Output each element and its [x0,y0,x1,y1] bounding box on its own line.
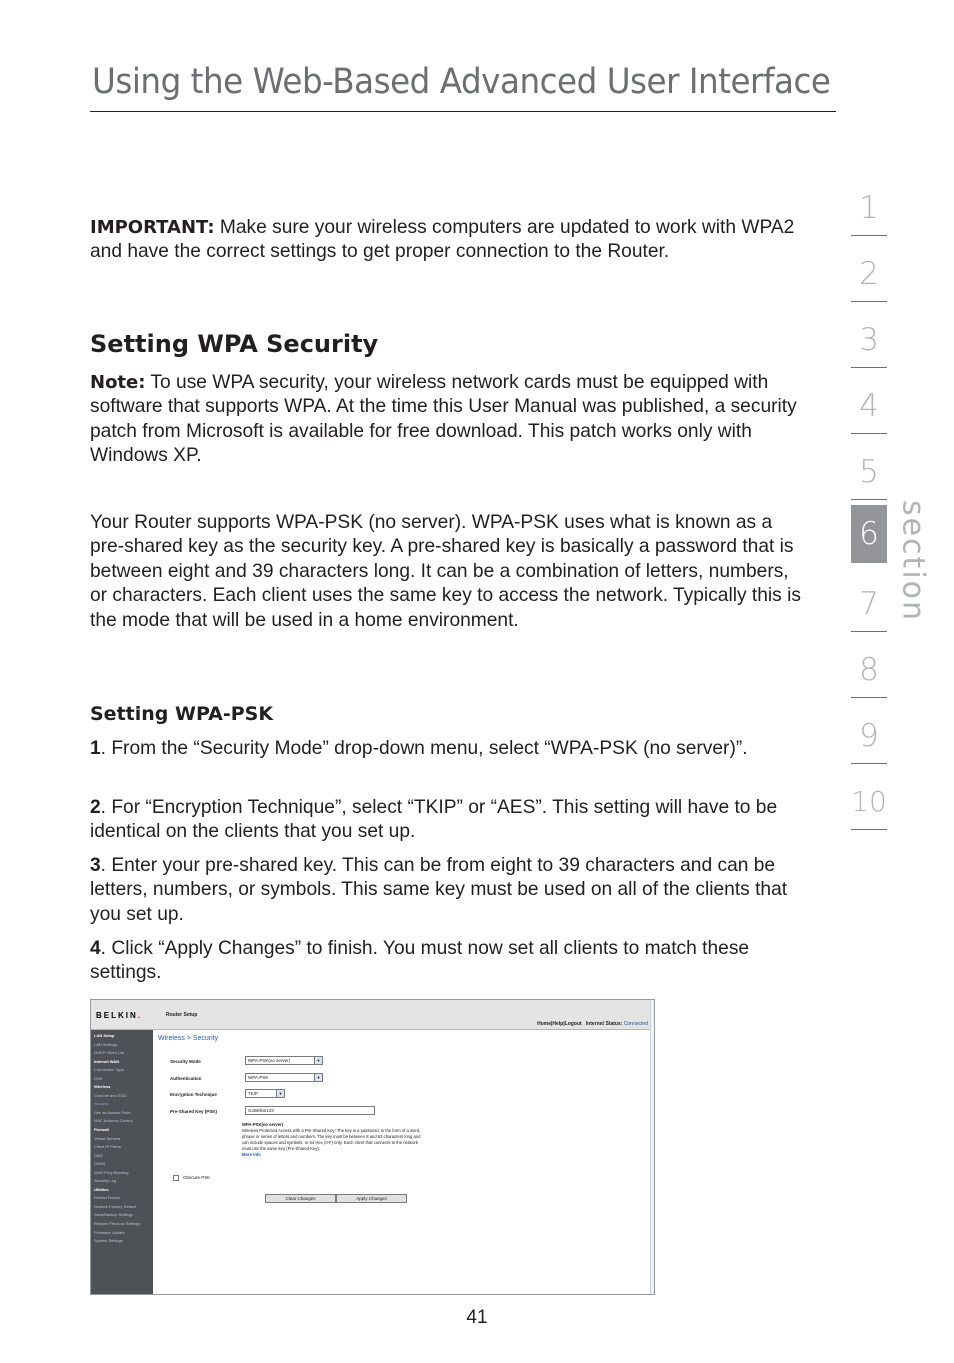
section-tab-9[interactable]: 9 [851,714,887,772]
sidebar-item[interactable]: Restore Previous Settings [94,1221,141,1227]
section-label: section [895,499,931,623]
security-mode-select[interactable]: WPA-PSK(no server) ▼ [245,1056,323,1065]
sidebar-item[interactable]: Restart Router [94,1195,121,1201]
obscure-psk-checkbox[interactable] [173,1175,179,1181]
sidebar-group-label: Firewall [94,1127,109,1133]
sidebar-item[interactable]: DNS [94,1075,103,1081]
description-title: WPA-PSK(no server) [242,1122,284,1127]
step-number: 2 [90,797,101,818]
sidebar-item[interactable]: LAN Settings [94,1041,118,1047]
authentication-label: Authentication [170,1076,202,1081]
psk-input[interactable]: GoBelkin123 [245,1106,375,1115]
step-number: 3 [90,855,101,876]
note-label: Note: [90,372,146,393]
chevron-down-icon: ▼ [276,1090,284,1097]
more-info-link[interactable]: More Info [242,1151,261,1157]
sidebar-item[interactable]: Restore Factory Default [94,1203,137,1209]
important-label: IMPORTANT: [90,217,215,238]
step-text: . Enter your pre-shared key. This can be from eight to 39 characters and can be letters, numbers, or symbols. This same key must be used on all of the clients that you set up. [90,855,788,925]
important-paragraph [90,216,802,265]
section-tab-3[interactable]: 3 [851,318,887,376]
section-tab-8[interactable]: 8 [851,648,887,706]
section-tab-10[interactable]: 10 [851,780,887,838]
sidebar-item[interactable]: Client IP Filters [94,1144,122,1150]
step-number: 1 [90,738,101,759]
router-header [91,1000,654,1030]
sidebar-item[interactable]: Connection Type [94,1067,124,1073]
step-1 [90,737,802,761]
sidebar-item[interactable]: DHCP Client List [94,1050,124,1056]
encryption-select[interactable]: TKIP ▼ [245,1089,285,1098]
section-tab-4[interactable]: 4 [851,384,887,442]
sidebar-group-label: Wireless [94,1084,111,1090]
section-tab-7[interactable]: 7 [851,582,887,640]
authentication-select[interactable]: WPA-PSK ▼ [245,1073,323,1082]
sidebar-item[interactable]: Firmware Update [94,1229,125,1235]
sidebar-group-label: LAN Setup [94,1033,115,1038]
section-heading: Setting WPA Security [90,330,379,358]
chevron-down-icon: ▼ [314,1057,322,1064]
breadcrumb: Wireless > Security [158,1035,219,1042]
belkin-logo: BELKIN. [96,1011,143,1020]
top-nav [537,1021,648,1027]
scrollbar[interactable] [650,1000,654,1294]
step-2 [90,796,802,845]
top-links[interactable]: Home|Help|Logout [537,1021,582,1027]
sidebar-item[interactable]: Save/Backup Settings [94,1212,134,1218]
chevron-down-icon: ▼ [314,1074,322,1081]
note-text: To use WPA security, your wireless network cards must be equipped with software that supports WPA. At the time this User Manual was published, a security patch from Microsoft is available for free download. This patch works only with Windows XP. [90,372,797,467]
important-text: Make sure your wireless computers are updated to work with WPA2 and have the correct settings to get proper connection to the Router. [90,217,795,263]
step-3 [90,854,802,927]
sidebar-item[interactable]: System Settings [94,1238,123,1244]
sidebar-item[interactable]: DMZ [94,1152,103,1158]
step-text: . For “Encryption Technique”, select “TKIP” or “AES”. This setting will have to be identical on the clients that you set up. [90,797,778,843]
sidebar-item[interactable]: Security Log [94,1178,117,1184]
clear-changes-button[interactable]: Clear Changes [265,1194,336,1203]
step-text: . Click “Apply Changes” to finish. You must now set all clients to match these settings. [90,938,750,984]
sidebar-group-label: Internet WAN [94,1058,120,1064]
sidebar-item[interactable]: Virtual Servers [94,1135,121,1141]
router-screenshot [90,999,655,1295]
title-rule [90,111,836,112]
page-number: 41 [466,1307,488,1328]
sidebar-item[interactable]: Channel and SSID [94,1092,128,1098]
sidebar-item[interactable]: DDNS [94,1161,106,1167]
security-mode-label: Security Mode [170,1059,201,1064]
step-number: 4 [90,938,101,959]
router-main [153,1030,654,1294]
sidebar-item[interactable]: WAN Ping Blocking [94,1169,129,1175]
encryption-label: Encryption Technique [170,1092,217,1097]
sidebar-item[interactable]: Use as Access Point [94,1109,131,1115]
psk-label: Pre-Shared Key (PSK) [170,1109,218,1114]
section-tab-6-active[interactable]: 6 [851,505,887,563]
router-sidebar [91,1030,153,1295]
status-label: Internet Status: [585,1021,623,1027]
step-4 [90,937,802,986]
step-text: . From the “Security Mode” drop-down menu, select “WPA-PSK (no server)”. [100,738,748,759]
apply-changes-button[interactable]: Apply Changes [336,1194,407,1203]
sidebar-group-label: Utilities [94,1186,109,1192]
page-title: Using the Web-Based Advanced User Interface [92,62,831,102]
section-tab-1[interactable]: 1 [851,186,887,244]
sidebar-item[interactable]: MAC Address Control [94,1118,133,1124]
note-paragraph [90,371,802,469]
router-setup-title: Router Setup [166,1012,198,1018]
obscure-psk-label: Obscure PSK [183,1175,211,1180]
mode-description [242,1122,427,1157]
section-tab-5[interactable]: 5 [851,450,887,508]
sidebar-item[interactable]: Security [94,1101,109,1107]
intro-paragraph: Your Router supports WPA-PSK (no server). WPA-PSK uses what is known as a pre-shared key as the security key. A pre-shared key is basically a password that is between eight and 39 characters long. It can be a combination of letters, numbers, or characters. Each client uses the same key to access the network. Typically this is the mode that will be used in a home environment. [90,512,801,631]
subheading: Setting WPA-PSK [90,703,274,725]
section-tab-2[interactable]: 2 [851,252,887,310]
status-value: Connected [623,1021,648,1027]
description-text: Wireless Protected Access with a Pre-Shared Key: The key is a password, in the form of a word, phrase or series of letters and numbers. The key must be between 8 and 63 characters long and can include spaces and symbols, or 64 Hex (0-F) only. Each client that connects to the network must use the same key (Pre-Shared Key). [242,1127,421,1151]
